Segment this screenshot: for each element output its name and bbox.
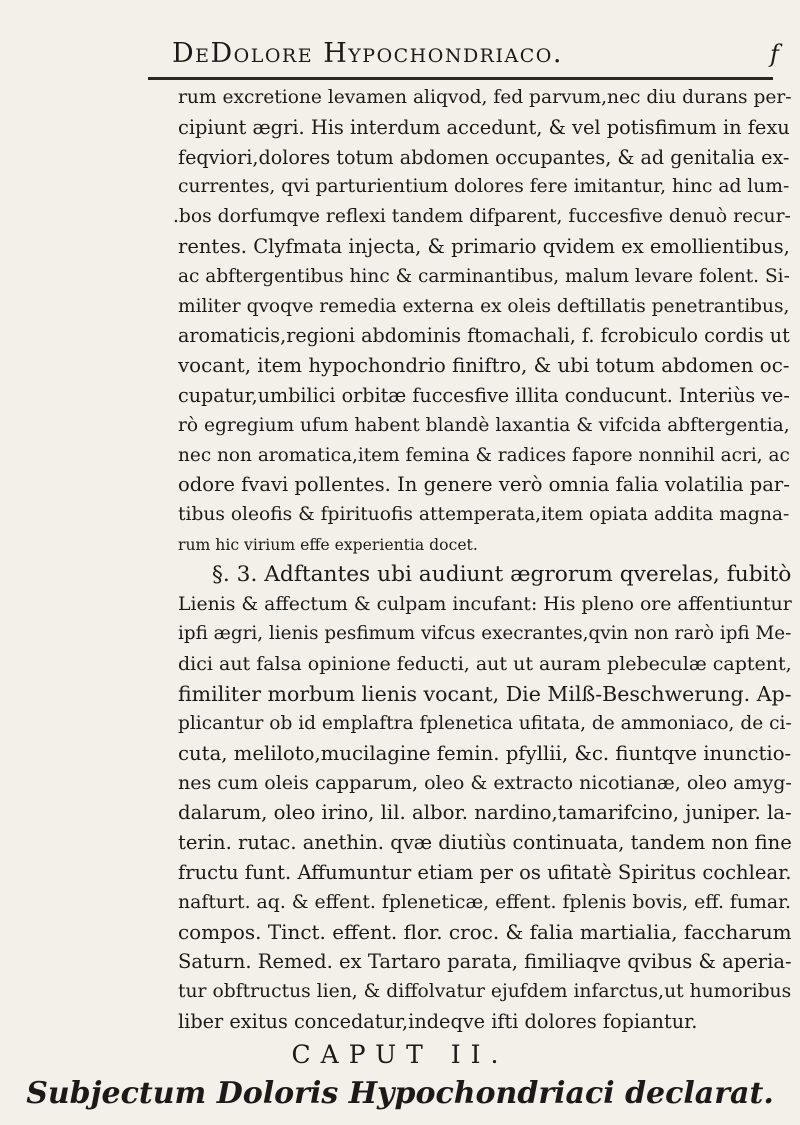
text-line: rum hic virium effe experientia docet. — [178, 536, 478, 554]
text-line: currentes, qvi parturientium dolores fere imitantur, hinc ad lum- — [178, 176, 790, 198]
text-line: tibus oleofis & fpirituofis attemperata,item opiata addita magna- — [178, 504, 790, 526]
text-line: terin. rutac. anethin. qvæ diutiùs continuata, tandem non fine — [178, 831, 792, 854]
text-line: dalarum, oleo irino, lil. albor. nardino,tamarifcino, juniper. la- — [178, 801, 792, 825]
text-line: plicantur ob id emplaftra fplenetica ufitata, de ammoniaco, de ci- — [178, 712, 792, 734]
chapter-subject: Subjectum Doloris Hypochondriaci declarat. — [26, 1076, 774, 1111]
text-line: compos. Tinct. effent. flor. croc. & falia martialia, faccharum — [178, 920, 792, 945]
running-header — [0, 38, 800, 74]
text-line: rentes. Clyfmata injecta, & primario qvidem ex emollientibus, — [178, 235, 790, 258]
text-line: dici aut falsa opinione feducti, aut ut auram plebeculæ captent, — [178, 653, 792, 676]
text-line: fimiliter morbum lienis vocant, Die Milß-Beschwerung. Ap- — [178, 682, 792, 706]
text-line: cupatur,umbilici orbitæ fuccesfive illita conducunt. Interiùs ve- — [178, 384, 790, 407]
text-line: tur obftructus lien, & diffolvatur ejufdem infarctus,ut humoribus — [178, 981, 792, 1002]
text-line: cuta, meliloto,mucilagine femin. pfyllii, &c. fiuntqve inunctio- — [178, 741, 792, 765]
text-line: nafturt. aq. & effent. fpleneticæ, effent. fplenis bovis, eff. fumar. — [178, 891, 792, 913]
text-line: nes cum oleis capparum, oleo & extracto nicotianæ, oleo amyg- — [178, 772, 792, 795]
text-line: aromaticis,regioni abdominis ftomachali, f. fcrobiculo cordis ut — [178, 324, 790, 348]
text-line: odore fvavi pollentes. In genere verò omnia falia volatilia par- — [178, 473, 790, 497]
text-line: liber exitus concedatur,indeqve ifti dolores fopiantur. — [178, 1009, 698, 1033]
header-rule — [148, 77, 773, 80]
text-line: ipfi ægri, lienis pesfimum vifcus execrantes,qvin non rarò ipfi Me- — [178, 623, 792, 645]
text-line: .bos dorfumqve reflexi tandem difparent, fuccesfive denuò recur- — [173, 206, 791, 228]
running-title: DeDolore Hypochondriaco. — [172, 38, 563, 69]
text-line: militer qvoqve remedia externa ex oleis deftillatis penetrantibus, — [178, 295, 790, 317]
text-line: feqviori,dolores totum abdomen occupantes, & ad genitalia ex- — [178, 145, 790, 169]
text-line: cipiunt ægri. His interdum accedunt, & vel potisfimum in fexu — [178, 115, 790, 139]
text-line: rum excretione levamen aliqvod, fed parvum,nec diu durans per- — [178, 87, 792, 108]
text-line: ac abftergentibus hinc & carminantibus, malum levare folent. Si- — [178, 265, 790, 287]
text-line: Lienis & affectum & culpam incufant: His pleno ore affentiuntur — [178, 593, 792, 615]
text-line: vocant, item hypochondrio finiftro, & ubi totum abdomen oc- — [178, 354, 790, 378]
page-mark: f — [770, 40, 779, 68]
text-line: Saturn. Remed. ex Tartaro parata, fimiliaqve qvibus & aperia- — [178, 950, 792, 974]
chapter-heading: CAPUT II. — [291, 1040, 509, 1069]
text-line: nec non aromatica,item femina & radices fapore nonnihil acri, ac — [178, 444, 790, 466]
text-line: fructu funt. Affumuntur etiam per os ufitatè Spiritus cochlear. — [178, 860, 792, 884]
text-line: §. 3. Adftantes ubi audiunt ægrorum qverelas, fubitò — [212, 561, 792, 587]
text-line: rò egregium ufum habent blandè laxantia & vifcida abftergentia, — [178, 414, 790, 436]
